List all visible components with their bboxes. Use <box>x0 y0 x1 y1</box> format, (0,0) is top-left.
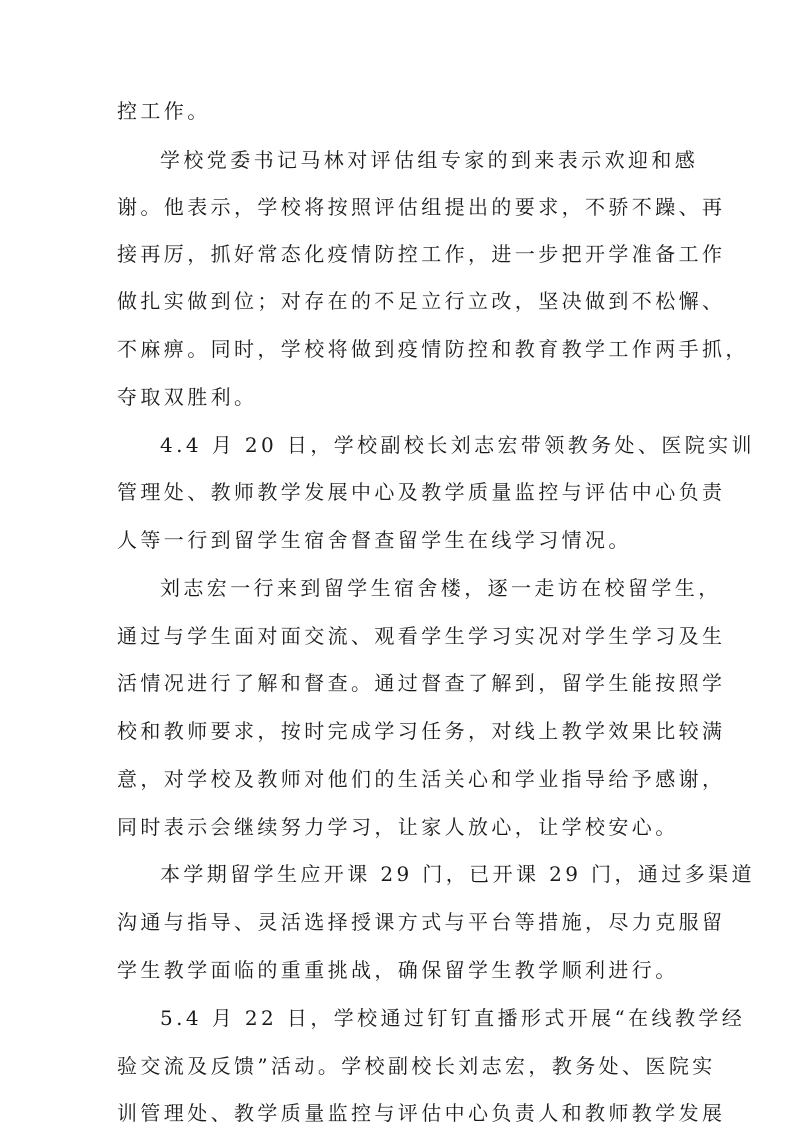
text-line: 本学期留学生应开课 29 门，已开课 29 门，通过多渠道 <box>160 862 755 886</box>
text-line: 不麻痹。同时，学校将做到疫情防控和教育教学工作两手抓， <box>117 337 749 361</box>
text-line: 学校党委书记马林对评估组专家的到来表示欢迎和感 <box>160 148 699 172</box>
text-line: 4.4 月 20 日，学校副校长刘志宏带领教务处、医院实训 <box>160 433 755 457</box>
text-line: 验交流及反馈”活动。学校副校长刘志宏，教务处、医院实 <box>117 1054 716 1078</box>
text-line: 活情况进行了解和督查。通过督查了解到，留学生能按照学 <box>117 671 726 695</box>
text-line: 刘志宏一行来到留学生宿舍楼，逐一走访在校留学生， <box>160 576 722 600</box>
text-line: 校和教师要求，按时完成学习任务，对线上教学效果比较满 <box>117 719 726 743</box>
text-line: 谢。他表示，学校将按照评估组提出的要求，不骄不躁、再 <box>117 195 726 219</box>
text-line: 训管理处、教学质量监控与评估中心负责人和教师教学发展 <box>117 1101 726 1125</box>
text-line: 管理处、教师教学发展中心及教学质量监控与评估中心负责 <box>117 480 726 504</box>
text-line: 夺取双胜利。 <box>117 385 258 409</box>
text-line: 意，对学校及教师对他们的生活关心和学业指导给予感谢， <box>117 767 726 791</box>
text-line: 通过与学生面对面交流、观看学生学习实况对学生学习及生 <box>117 624 726 648</box>
text-line: 5.4 月 22 日，学校通过钉钉直播形式开展“在线教学经 <box>160 1006 746 1030</box>
text-line: 接再厉，抓好常态化疫情防控工作，进一步把开学准备工作 <box>117 242 726 266</box>
text-line: 控工作。 <box>117 99 211 123</box>
text-line: 学生教学面临的重重挑战，确保留学生教学顺利进行。 <box>117 958 679 982</box>
text-line: 人等一行到留学生宿舍督查留学生在线学习情况。 <box>117 528 632 552</box>
text-line: 同时表示会继续努力学习，让家人放心，让学校安心。 <box>117 815 679 839</box>
text-line: 做扎实做到位；对存在的不足立行立改，坚决做到不松懈、 <box>117 289 726 313</box>
text-line: 沟通与指导、灵活选择授课方式与平台等措施，尽力克服留 <box>117 910 726 934</box>
